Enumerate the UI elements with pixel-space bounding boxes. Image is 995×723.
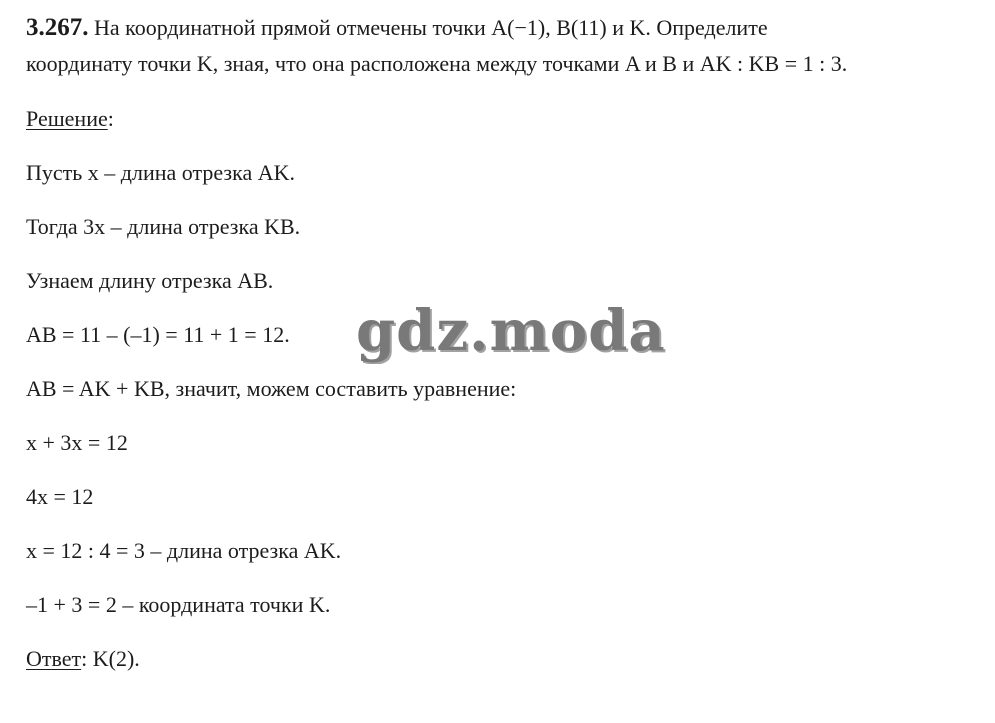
problem-text-line-1: На координатной прямой отмечены точки A(−1), B(11) и K. Определите (94, 15, 768, 40)
solution-line: Узнаем длину отрезка AB. (26, 268, 274, 293)
solution-line: x + 3x = 12 (26, 430, 128, 455)
answer-line (26, 645, 140, 673)
watermark-text: gdz.moda (356, 298, 666, 364)
problem-line-1 (26, 14, 768, 42)
solution-line: 4x = 12 (26, 484, 94, 509)
problem-line-2 (26, 50, 847, 78)
solution-heading-colon: : (107, 106, 114, 131)
answer-label: Ответ (26, 646, 82, 671)
solution-line: AB = AK + KB, значит, можем составить уравнение: (26, 376, 517, 401)
solution-line: –1 + 3 = 2 – координата точки K. (26, 592, 331, 617)
problem-number: 3.267. (26, 14, 89, 41)
problem-text-line-2: координату точки K, зная, что она расположена между точками A и B и AK : KB = 1 : 3. (26, 51, 848, 76)
answer-value: : K(2). (81, 646, 140, 671)
solution-line: x = 12 : 4 = 3 – длина отрезка AK. (26, 538, 342, 563)
solution-line: Пусть x – длина отрезка AK. (26, 160, 295, 185)
solution-line: AB = 11 – (–1) = 11 + 1 = 12. (26, 322, 290, 347)
solution-heading (26, 105, 114, 133)
solution-line: Тогда 3x – длина отрезка KB. (26, 214, 301, 239)
solution-heading-label: Решение (26, 106, 108, 131)
